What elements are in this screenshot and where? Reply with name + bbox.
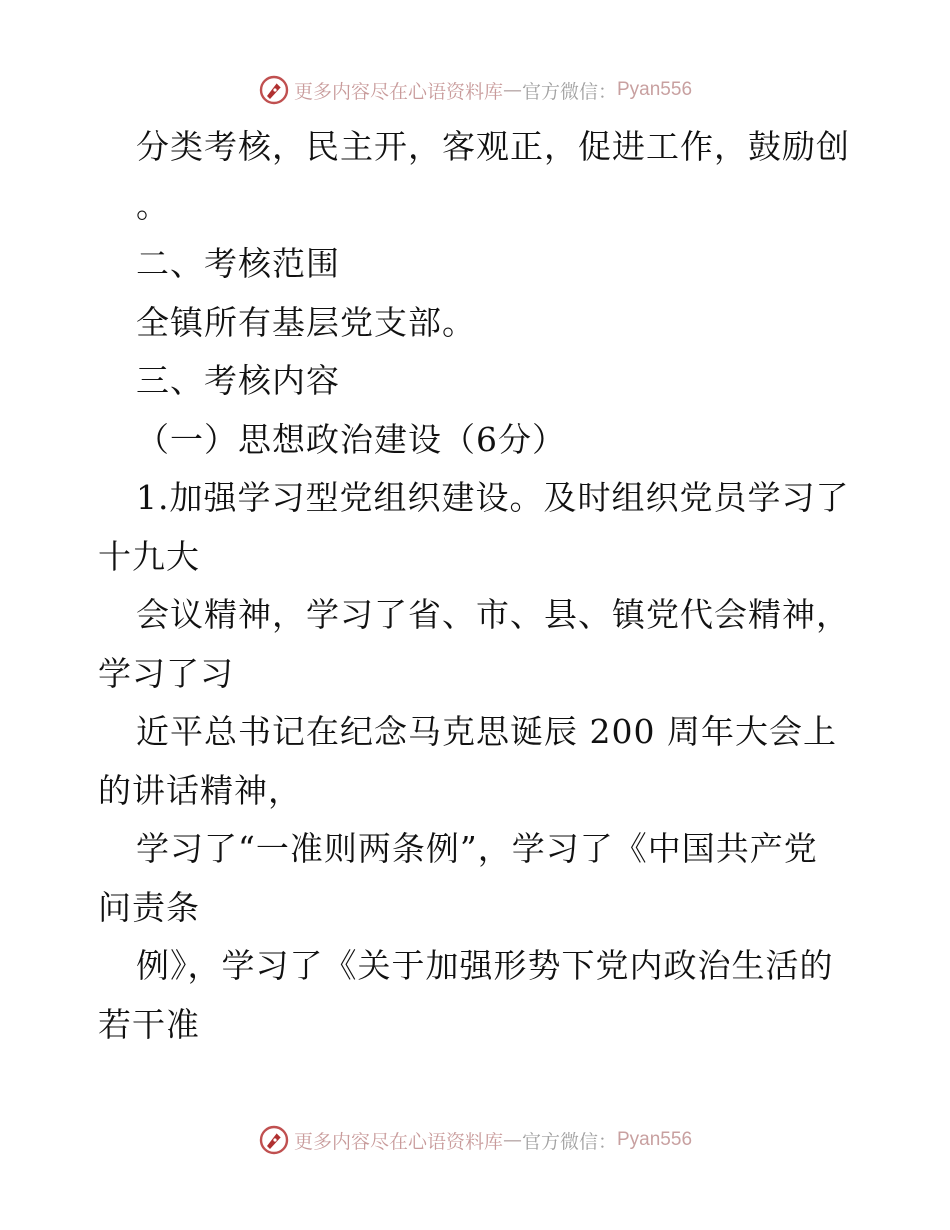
text-line: 学习了习 <box>98 653 234 693</box>
text-line: 若干准 <box>98 1004 200 1044</box>
text-line: 学习了“一准则两条例”，学习了《中国共产党 <box>136 829 818 868</box>
banner-separator: — <box>502 1129 522 1151</box>
text-line: 全镇所有基层党支部。 <box>136 302 476 342</box>
subsection-heading: （一）思想政治建设（6分） <box>136 419 566 459</box>
footer-banner <box>0 1120 950 1160</box>
section-heading: 二、考核范围 <box>136 244 340 283</box>
text-line: 。 <box>136 185 170 225</box>
header-banner <box>0 70 950 110</box>
banner-wechat-id: Pyan556 <box>617 79 693 100</box>
text-line: 近平总书记在纪念马克思诞辰 200 周年大会上 <box>136 712 837 751</box>
banner-wechat-label: 官方微信： <box>521 1130 617 1153</box>
text-line: 分类考核，民主开，客观正，促进工作，鼓励创 <box>136 127 850 166</box>
section-heading: 三、考核内容 <box>136 361 340 400</box>
text-line: 例》，学习了《关于加强形势下党内政治生活的 <box>136 946 834 985</box>
text-line: 十九大 <box>98 536 200 576</box>
text-line: 会议精神，学习了省、市、县、镇党代会精神， <box>136 595 850 634</box>
banner-wechat-id: Pyan556 <box>617 1129 693 1150</box>
banner-library-text: 更多内容尽在心语资料库 <box>293 80 503 103</box>
text-line: 1.加强学习型党组织建设。及时组织党员学习了 <box>136 478 850 517</box>
banner-library-text: 更多内容尽在心语资料库 <box>293 1130 503 1153</box>
text-line: 问责条 <box>98 887 200 927</box>
pen-nib-logo-icon <box>258 74 290 106</box>
pen-nib-logo-icon <box>258 1124 290 1156</box>
banner-separator: — <box>502 79 522 101</box>
banner-wechat-label: 官方微信： <box>521 80 617 103</box>
document-body <box>98 118 858 1054</box>
text-line: 的讲话精神， <box>98 770 302 810</box>
